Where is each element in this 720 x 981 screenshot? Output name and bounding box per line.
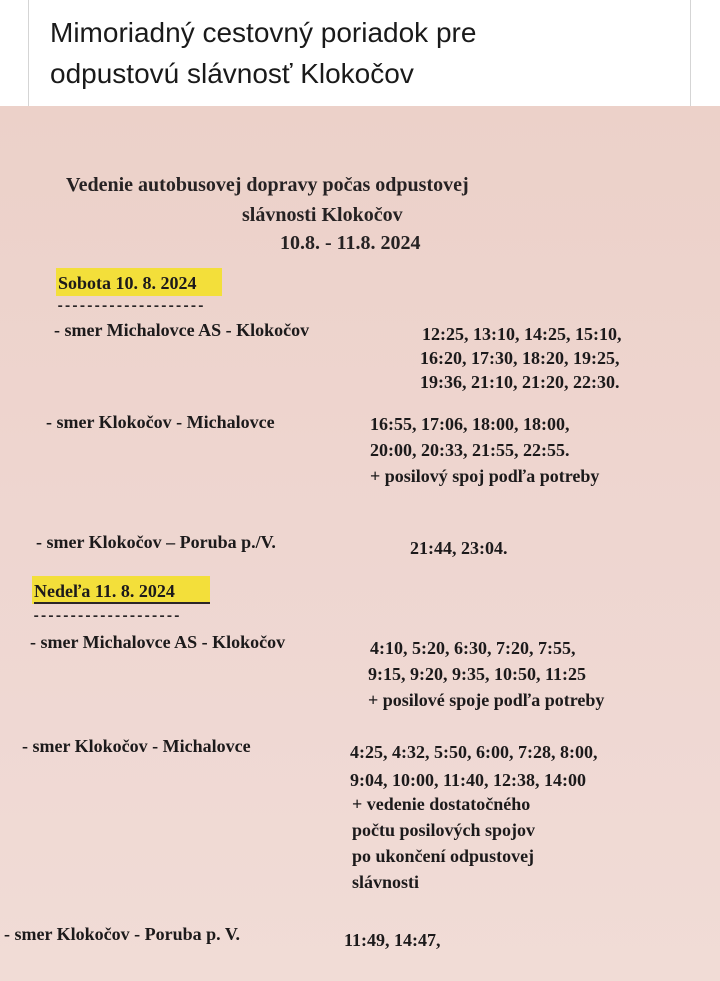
saturday-route-2-name: - smer Klokočov - Michalovce	[46, 412, 275, 432]
sunday-separator: --------------------	[32, 609, 181, 625]
sunday-route-1-name: - smer Michalovce AS - Klokočov	[30, 632, 286, 652]
sunday-route-2-note-4: slávnosti	[352, 872, 420, 892]
sunday-route-2-note-3: po ukončení odpustovej	[352, 846, 535, 866]
sunday-route-2-times-1: 4:25, 4:32, 5:50, 6:00, 7:28, 8:00,	[350, 742, 598, 762]
saturday-route-1-times-1: 12:25, 13:10, 14:25, 15:10,	[422, 324, 622, 344]
notice-heading-line-2: slávnosti Klokočov	[242, 204, 403, 226]
sunday-route-1-times-1: 4:10, 5:20, 6:30, 7:20, 7:55,	[370, 638, 576, 658]
saturday-label: Sobota 10. 8. 2024	[58, 273, 197, 293]
saturday-separator: --------------------	[56, 299, 205, 315]
sunday-route-2-times-2: 9:04, 10:00, 11:40, 12:38, 14:00	[350, 770, 586, 790]
saturday-route-2-note: + posilový spoj podľa potreby	[370, 466, 600, 486]
sunday-route-1-times-2: 9:15, 9:20, 9:35, 10:50, 11:25	[368, 664, 586, 684]
notice-heading-line-3: 10.8. - 11.8. 2024	[280, 232, 421, 254]
header-frame-left	[28, 0, 29, 106]
post-title-line-1: Mimoriadný cestovný poriadok pre	[50, 17, 477, 48]
notice-heading-line-1: Vedenie autobusovej dopravy počas odpustovej	[66, 174, 469, 196]
sunday-route-2-note-1: + vedenie dostatočného	[352, 794, 531, 814]
saturday-route-1-times-2: 16:20, 17:30, 18:20, 19:25,	[420, 348, 620, 368]
saturday-route-1-times-3: 19:36, 21:10, 21:20, 22:30.	[420, 372, 620, 392]
post-title-line-2: odpustovú slávnosť Klokočov	[50, 58, 414, 89]
sunday-route-3-times-1: 11:49, 14:47,	[344, 930, 441, 950]
sunday-route-1-note: + posilové spoje podľa potreby	[368, 690, 605, 710]
notice-photo	[0, 106, 720, 981]
post-title	[50, 12, 670, 94]
saturday-route-3-times-1: 21:44, 23:04.	[410, 538, 508, 558]
sunday-label-underline	[34, 602, 210, 604]
header-frame-right	[690, 0, 691, 106]
saturday-route-3-name: - smer Klokočov – Poruba p./V.	[36, 532, 276, 552]
sunday-route-2-name: - smer Klokočov - Michalovce	[22, 736, 251, 756]
saturday-route-2-times-2: 20:00, 20:33, 21:55, 22:55.	[370, 440, 570, 460]
saturday-route-1-name: - smer Michalovce AS - Klokočov	[54, 320, 310, 340]
post-header	[0, 0, 720, 106]
saturday-route-2-times-1: 16:55, 17:06, 18:00, 18:00,	[370, 414, 570, 434]
sunday-route-2-note-2: počtu posilových spojov	[352, 820, 536, 840]
sunday-route-3-name: - smer Klokočov - Poruba p. V.	[4, 924, 241, 944]
sunday-label: Nedeľa 11. 8. 2024	[34, 581, 175, 601]
